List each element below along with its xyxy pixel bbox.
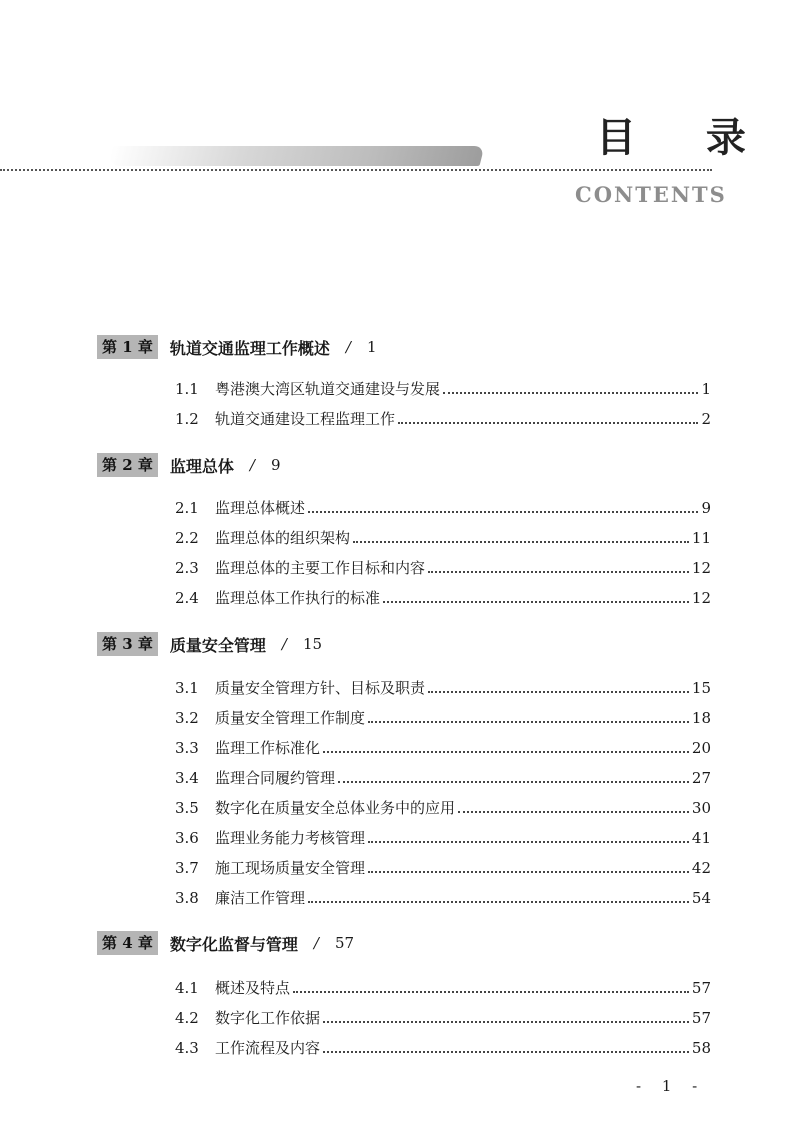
- entry-title: 监理总体的组织架构: [215, 529, 351, 547]
- page-title: 目 录: [596, 114, 774, 161]
- chapter-separator: /: [281, 635, 287, 653]
- entry-title: 监理工作标准化: [215, 739, 321, 757]
- toc-entry[interactable]: [175, 708, 711, 728]
- chapter-badge: 第 4 章: [97, 931, 158, 955]
- dot-leader: [428, 691, 689, 693]
- dot-leader: [308, 511, 698, 513]
- entry-page: 20: [691, 739, 711, 757]
- toc-entry[interactable]: [175, 558, 711, 578]
- page-subtitle: CONTENTS: [575, 182, 727, 207]
- dot-leader: [428, 571, 689, 573]
- dot-leader: [323, 751, 689, 753]
- dot-leader: [308, 901, 689, 903]
- entry-page: 11: [691, 529, 711, 547]
- toc-entry[interactable]: [175, 1038, 711, 1058]
- chapter-page: 57: [334, 934, 355, 952]
- entry-page: 15: [691, 679, 711, 697]
- toc-entry[interactable]: [175, 498, 711, 518]
- entry-number: 3.2: [175, 709, 199, 727]
- chapter-heading[interactable]: [97, 931, 354, 955]
- chapter-badge: 第 1 章: [97, 335, 158, 359]
- chapter-page: 9: [270, 456, 281, 474]
- dot-leader: [368, 871, 689, 873]
- entry-title: 廉洁工作管理: [215, 889, 306, 907]
- toc-entry[interactable]: [175, 888, 711, 908]
- entry-number: 3.8: [175, 889, 199, 907]
- dot-leader: [323, 1021, 689, 1023]
- dot-leader: [293, 991, 689, 993]
- dot-leader: [323, 1051, 689, 1053]
- dot-leader: [353, 541, 689, 543]
- entry-title: 监理总体的主要工作目标和内容: [215, 559, 426, 577]
- entry-number: 3.3: [175, 739, 199, 757]
- entry-page: 27: [691, 769, 711, 787]
- brush-stroke-decoration: [108, 146, 485, 166]
- chapter-separator: /: [313, 934, 319, 952]
- chapter-heading[interactable]: [97, 632, 322, 656]
- entry-page: 57: [691, 979, 711, 997]
- dot-leader: [368, 721, 689, 723]
- dot-leader: [443, 392, 698, 394]
- entry-number: 4.3: [175, 1039, 199, 1057]
- entry-page: 57: [691, 1009, 711, 1027]
- chapter-title: 轨道交通监理工作概述: [169, 338, 330, 358]
- entry-number: 2.3: [175, 559, 199, 577]
- entry-page: 9: [701, 499, 711, 517]
- toc-entry[interactable]: [175, 858, 711, 878]
- entry-title: 监理总体概述: [215, 499, 306, 517]
- entry-title: 监理总体工作执行的标准: [215, 589, 381, 607]
- toc-entry[interactable]: [175, 409, 711, 429]
- dot-leader: [338, 781, 689, 783]
- entry-number: 3.1: [175, 679, 199, 697]
- entry-page: 12: [691, 589, 711, 607]
- entry-number: 1.1: [175, 380, 199, 398]
- entry-title: 监理业务能力考核管理: [215, 829, 366, 847]
- entry-title: 粤港澳大湾区轨道交通建设与发展: [215, 380, 441, 398]
- chapter-title: 质量安全管理: [169, 635, 266, 655]
- toc-entry[interactable]: [175, 588, 711, 608]
- entry-title: 数字化在质量安全总体业务中的应用: [215, 799, 456, 817]
- entry-number: 3.7: [175, 859, 199, 877]
- chapter-title: 数字化监督与管理: [169, 934, 298, 954]
- entry-page: 12: [691, 559, 711, 577]
- entry-page: 54: [691, 889, 711, 907]
- chapter-badge: 第 3 章: [97, 632, 158, 656]
- entry-title: 概述及特点: [215, 979, 291, 997]
- toc-entry[interactable]: [175, 978, 711, 998]
- chapter-heading[interactable]: [97, 453, 281, 477]
- chapter-separator: /: [249, 456, 255, 474]
- chapter-separator: /: [345, 338, 351, 356]
- toc-entry[interactable]: [175, 379, 711, 399]
- entry-number: 4.1: [175, 979, 199, 997]
- entry-page: 42: [691, 859, 711, 877]
- entry-title: 轨道交通建设工程监理工作: [215, 410, 396, 428]
- dot-leader: [398, 422, 698, 424]
- entry-title: 质量安全管理方针、目标及职责: [215, 679, 426, 697]
- dot-leader: [458, 811, 689, 813]
- toc-entry[interactable]: [175, 1008, 711, 1028]
- toc-entry[interactable]: [175, 678, 711, 698]
- entry-page: 1: [701, 380, 711, 398]
- chapter-page: 15: [302, 635, 323, 653]
- toc-entry[interactable]: [175, 738, 711, 758]
- entry-title: 数字化工作依据: [215, 1009, 321, 1027]
- toc-entry[interactable]: [175, 798, 711, 818]
- entry-number: 2.4: [175, 589, 199, 607]
- entry-title: 质量安全管理工作制度: [215, 709, 366, 727]
- entry-number: 3.4: [175, 769, 199, 787]
- entry-number: 2.2: [175, 529, 199, 547]
- entry-number: 3.5: [175, 799, 199, 817]
- entry-page: 18: [691, 709, 711, 727]
- entry-number: 2.1: [175, 499, 199, 517]
- chapter-page: 1: [366, 338, 377, 356]
- entry-page: 41: [691, 829, 711, 847]
- chapter-badge: 第 2 章: [97, 453, 158, 477]
- dot-leader: [368, 841, 689, 843]
- entry-number: 1.2: [175, 410, 199, 428]
- dotted-divider: [0, 169, 712, 171]
- toc-entry[interactable]: [175, 768, 711, 788]
- entry-title: 工作流程及内容: [215, 1039, 321, 1057]
- chapter-title: 监理总体: [169, 456, 234, 476]
- chapter-heading[interactable]: [97, 335, 377, 359]
- entry-number: 3.6: [175, 829, 199, 847]
- entry-number: 4.2: [175, 1009, 199, 1027]
- entry-page: 2: [701, 410, 711, 428]
- entry-page: 30: [691, 799, 711, 817]
- dot-leader: [383, 601, 689, 603]
- toc-entry[interactable]: [175, 528, 711, 548]
- entry-title: 施工现场质量安全管理: [215, 859, 366, 877]
- toc-entry[interactable]: [175, 828, 711, 848]
- entry-page: 58: [691, 1039, 711, 1057]
- entry-title: 监理合同履约管理: [215, 769, 336, 787]
- page-number: - 1 -: [636, 1077, 706, 1095]
